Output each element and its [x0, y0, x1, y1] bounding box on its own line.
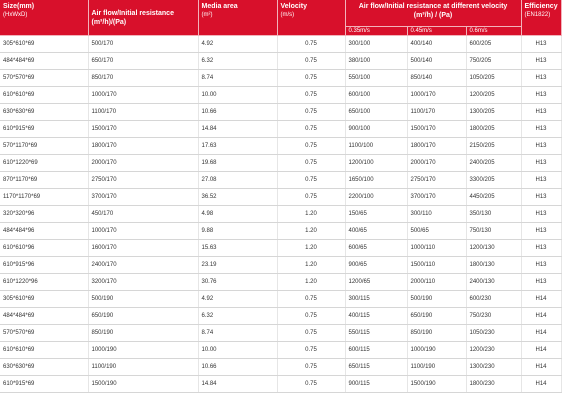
cell-v1: 900/65 — [345, 257, 407, 274]
cell-velocity: 0.75 — [277, 138, 345, 155]
cell-media-area: 36.52 — [198, 189, 277, 206]
table-row — [0, 155, 561, 172]
cell-v1: 400/65 — [345, 223, 407, 240]
table-row — [0, 206, 561, 223]
cell-v2: 500/65 — [407, 223, 466, 240]
cell-v1: 550/115 — [345, 325, 407, 342]
cell-velocity: 0.75 — [277, 36, 345, 53]
cell-v3: 2400/205 — [466, 155, 521, 172]
cell-v2: 2000/110 — [407, 274, 466, 291]
cell-airflow: 1000/170 — [88, 223, 198, 240]
cell-v1: 600/65 — [345, 240, 407, 257]
cell-efficiency: H13 — [521, 223, 561, 240]
cell-efficiency: H14 — [521, 342, 561, 359]
cell-v3: 1800/130 — [466, 257, 521, 274]
cell-v1: 600/115 — [345, 342, 407, 359]
cell-v1: 2200/100 — [345, 189, 407, 206]
cell-velocity: 0.75 — [277, 342, 345, 359]
cell-efficiency: H13 — [521, 87, 561, 104]
table-row — [0, 240, 561, 257]
cell-v2: 2750/170 — [407, 172, 466, 189]
cell-v2: 1000/170 — [407, 87, 466, 104]
cell-airflow: 1100/190 — [88, 359, 198, 376]
cell-velocity: 1.20 — [277, 257, 345, 274]
cell-efficiency: H13 — [521, 206, 561, 223]
cell-efficiency: H14 — [521, 376, 561, 393]
cell-v2: 500/140 — [407, 53, 466, 70]
cell-v2: 1100/190 — [407, 359, 466, 376]
cell-media-area: 9.88 — [198, 223, 277, 240]
cell-efficiency: H13 — [521, 138, 561, 155]
cell-media-area: 8.74 — [198, 70, 277, 87]
cell-size: 630*630*69 — [0, 104, 88, 121]
cell-velocity: 0.75 — [277, 155, 345, 172]
cell-media-area: 10.00 — [198, 342, 277, 359]
cell-media-area: 30.76 — [198, 274, 277, 291]
cell-velocity: 0.75 — [277, 70, 345, 87]
cell-v3: 600/230 — [466, 291, 521, 308]
cell-v1: 1100/100 — [345, 138, 407, 155]
cell-airflow: 450/170 — [88, 206, 198, 223]
header-different-velocity: Air flow/Initial resistance at different velocity (m³/h) / (Pa) — [345, 0, 521, 27]
cell-v3: 350/130 — [466, 206, 521, 223]
cell-velocity: 1.20 — [277, 206, 345, 223]
cell-v1: 550/100 — [345, 70, 407, 87]
table-row — [0, 291, 561, 308]
cell-size: 630*630*69 — [0, 359, 88, 376]
cell-media-area: 17.63 — [198, 138, 277, 155]
cell-size: 484*484*69 — [0, 308, 88, 325]
cell-v2: 300/110 — [407, 206, 466, 223]
cell-media-area: 4.92 — [198, 36, 277, 53]
cell-airflow: 850/170 — [88, 70, 198, 87]
cell-velocity: 0.75 — [277, 172, 345, 189]
table-row — [0, 138, 561, 155]
cell-v3: 600/205 — [466, 36, 521, 53]
cell-efficiency: H13 — [521, 104, 561, 121]
cell-v1: 650/100 — [345, 104, 407, 121]
cell-v3: 1200/205 — [466, 87, 521, 104]
cell-media-area: 6.32 — [198, 53, 277, 70]
cell-v3: 750/230 — [466, 308, 521, 325]
cell-media-area: 10.66 — [198, 359, 277, 376]
table-row — [0, 325, 561, 342]
cell-size: 610*915*69 — [0, 121, 88, 138]
cell-media-area: 10.66 — [198, 104, 277, 121]
cell-efficiency: H13 — [521, 121, 561, 138]
cell-size: 610*610*69 — [0, 87, 88, 104]
cell-airflow: 1000/170 — [88, 87, 198, 104]
cell-size: 570*1170*69 — [0, 138, 88, 155]
subheader-v2: 0.45m/s — [407, 27, 466, 36]
cell-v1: 1200/65 — [345, 274, 407, 291]
cell-efficiency: H14 — [521, 325, 561, 342]
cell-v3: 1200/130 — [466, 240, 521, 257]
cell-velocity: 1.20 — [277, 223, 345, 240]
cell-size: 305*610*69 — [0, 36, 88, 53]
cell-media-area: 10.00 — [198, 87, 277, 104]
cell-size: 610*1220*69 — [0, 155, 88, 172]
cell-velocity: 1.20 — [277, 274, 345, 291]
cell-v3: 1300/205 — [466, 104, 521, 121]
cell-v3: 1050/205 — [466, 70, 521, 87]
cell-velocity: 0.75 — [277, 359, 345, 376]
cell-airflow: 500/190 — [88, 291, 198, 308]
cell-v2: 1500/170 — [407, 121, 466, 138]
table-row — [0, 274, 561, 291]
cell-airflow: 650/190 — [88, 308, 198, 325]
cell-v2: 1500/110 — [407, 257, 466, 274]
cell-media-area: 27.08 — [198, 172, 277, 189]
cell-size: 610*610*69 — [0, 342, 88, 359]
cell-v3: 4450/205 — [466, 189, 521, 206]
cell-size: 610*915*69 — [0, 376, 88, 393]
cell-efficiency: H14 — [521, 308, 561, 325]
subheader-v3: 0.6m/s — [466, 27, 521, 36]
cell-v1: 900/100 — [345, 121, 407, 138]
cell-size: 570*570*69 — [0, 70, 88, 87]
cell-velocity: 0.75 — [277, 87, 345, 104]
cell-airflow: 3700/170 — [88, 189, 198, 206]
cell-media-area: 14.84 — [198, 121, 277, 138]
table-row — [0, 342, 561, 359]
cell-v2: 400/140 — [407, 36, 466, 53]
cell-v2: 850/140 — [407, 70, 466, 87]
table-row — [0, 189, 561, 206]
cell-airflow: 1800/170 — [88, 138, 198, 155]
cell-v1: 150/65 — [345, 206, 407, 223]
table-row — [0, 359, 561, 376]
cell-size: 610*1220*96 — [0, 274, 88, 291]
cell-v2: 1000/110 — [407, 240, 466, 257]
cell-efficiency: H14 — [521, 291, 561, 308]
cell-airflow: 1500/190 — [88, 376, 198, 393]
header-efficiency: Efficiency (EN1822) — [521, 0, 561, 36]
cell-v2: 1500/190 — [407, 376, 466, 393]
cell-size: 484*484*69 — [0, 53, 88, 70]
header-airflow: Air flow/Initial resistance (m³/h)/(Pa) — [88, 0, 198, 36]
cell-velocity: 0.75 — [277, 189, 345, 206]
table-row — [0, 36, 561, 53]
cell-v3: 1800/205 — [466, 121, 521, 138]
table-row — [0, 53, 561, 70]
cell-size: 570*570*69 — [0, 325, 88, 342]
table-row — [0, 104, 561, 121]
cell-v1: 1650/100 — [345, 172, 407, 189]
cell-airflow: 2750/170 — [88, 172, 198, 189]
cell-velocity: 0.75 — [277, 104, 345, 121]
cell-v3: 1050/230 — [466, 325, 521, 342]
header-media-area: Media area (m²) — [198, 0, 277, 36]
cell-velocity: 0.75 — [277, 376, 345, 393]
table-row — [0, 70, 561, 87]
cell-size: 484*484*96 — [0, 223, 88, 240]
cell-v1: 650/115 — [345, 359, 407, 376]
cell-media-area: 23.19 — [198, 257, 277, 274]
cell-efficiency: H13 — [521, 36, 561, 53]
cell-v1: 300/115 — [345, 291, 407, 308]
cell-efficiency: H14 — [521, 359, 561, 376]
cell-v3: 2400/130 — [466, 274, 521, 291]
cell-velocity: 0.75 — [277, 308, 345, 325]
cell-velocity: 0.75 — [277, 291, 345, 308]
cell-v1: 600/100 — [345, 87, 407, 104]
cell-size: 610*610*96 — [0, 240, 88, 257]
cell-v3: 2150/205 — [466, 138, 521, 155]
cell-airflow: 1100/170 — [88, 104, 198, 121]
cell-efficiency: H13 — [521, 257, 561, 274]
header-size: Size(mm) (HxWxD) — [0, 0, 88, 36]
cell-airflow: 1600/170 — [88, 240, 198, 257]
cell-airflow: 2400/170 — [88, 257, 198, 274]
cell-efficiency: H13 — [521, 70, 561, 87]
cell-v2: 3700/170 — [407, 189, 466, 206]
cell-efficiency: H13 — [521, 240, 561, 257]
table-row — [0, 376, 561, 393]
cell-media-area: 19.68 — [198, 155, 277, 172]
cell-size: 610*915*96 — [0, 257, 88, 274]
cell-efficiency: H13 — [521, 155, 561, 172]
table-row — [0, 172, 561, 189]
cell-velocity: 1.20 — [277, 240, 345, 257]
cell-v1: 300/100 — [345, 36, 407, 53]
cell-size: 1170*1170*69 — [0, 189, 88, 206]
cell-media-area: 14.84 — [198, 376, 277, 393]
cell-airflow: 500/170 — [88, 36, 198, 53]
cell-v1: 400/115 — [345, 308, 407, 325]
table-row — [0, 308, 561, 325]
cell-efficiency: H13 — [521, 274, 561, 291]
cell-efficiency: H13 — [521, 53, 561, 70]
table-row — [0, 87, 561, 104]
cell-v2: 650/190 — [407, 308, 466, 325]
cell-airflow: 1500/170 — [88, 121, 198, 138]
header-row — [0, 0, 561, 27]
cell-velocity: 0.75 — [277, 53, 345, 70]
cell-airflow: 850/190 — [88, 325, 198, 342]
table-row — [0, 257, 561, 274]
cell-media-area: 4.92 — [198, 291, 277, 308]
cell-v2: 500/190 — [407, 291, 466, 308]
cell-airflow: 3200/170 — [88, 274, 198, 291]
cell-size: 870*1170*69 — [0, 172, 88, 189]
cell-v2: 1000/190 — [407, 342, 466, 359]
cell-media-area: 8.74 — [198, 325, 277, 342]
cell-v3: 750/205 — [466, 53, 521, 70]
cell-media-area: 6.32 — [198, 308, 277, 325]
cell-v3: 1200/230 — [466, 342, 521, 359]
cell-v3: 750/130 — [466, 223, 521, 240]
cell-v1: 1200/100 — [345, 155, 407, 172]
table-row — [0, 223, 561, 240]
cell-v2: 2000/170 — [407, 155, 466, 172]
table-row — [0, 121, 561, 138]
cell-v3: 1800/230 — [466, 376, 521, 393]
cell-v1: 380/100 — [345, 53, 407, 70]
cell-efficiency: H13 — [521, 189, 561, 206]
cell-airflow: 650/170 — [88, 53, 198, 70]
cell-size: 305*610*69 — [0, 291, 88, 308]
cell-velocity: 0.75 — [277, 325, 345, 342]
cell-velocity: 0.75 — [277, 121, 345, 138]
cell-efficiency: H13 — [521, 172, 561, 189]
cell-airflow: 1000/190 — [88, 342, 198, 359]
cell-v2: 1100/170 — [407, 104, 466, 121]
cell-v3: 3300/205 — [466, 172, 521, 189]
cell-v1: 900/115 — [345, 376, 407, 393]
cell-media-area: 4.98 — [198, 206, 277, 223]
cell-airflow: 2000/170 — [88, 155, 198, 172]
cell-v2: 1800/170 — [407, 138, 466, 155]
cell-size: 320*320*96 — [0, 206, 88, 223]
subheader-v1: 0.35m/s — [345, 27, 407, 36]
header-velocity: Velocity (m/s) — [277, 0, 345, 36]
cell-v2: 850/190 — [407, 325, 466, 342]
cell-media-area: 15.63 — [198, 240, 277, 257]
cell-v3: 1300/230 — [466, 359, 521, 376]
